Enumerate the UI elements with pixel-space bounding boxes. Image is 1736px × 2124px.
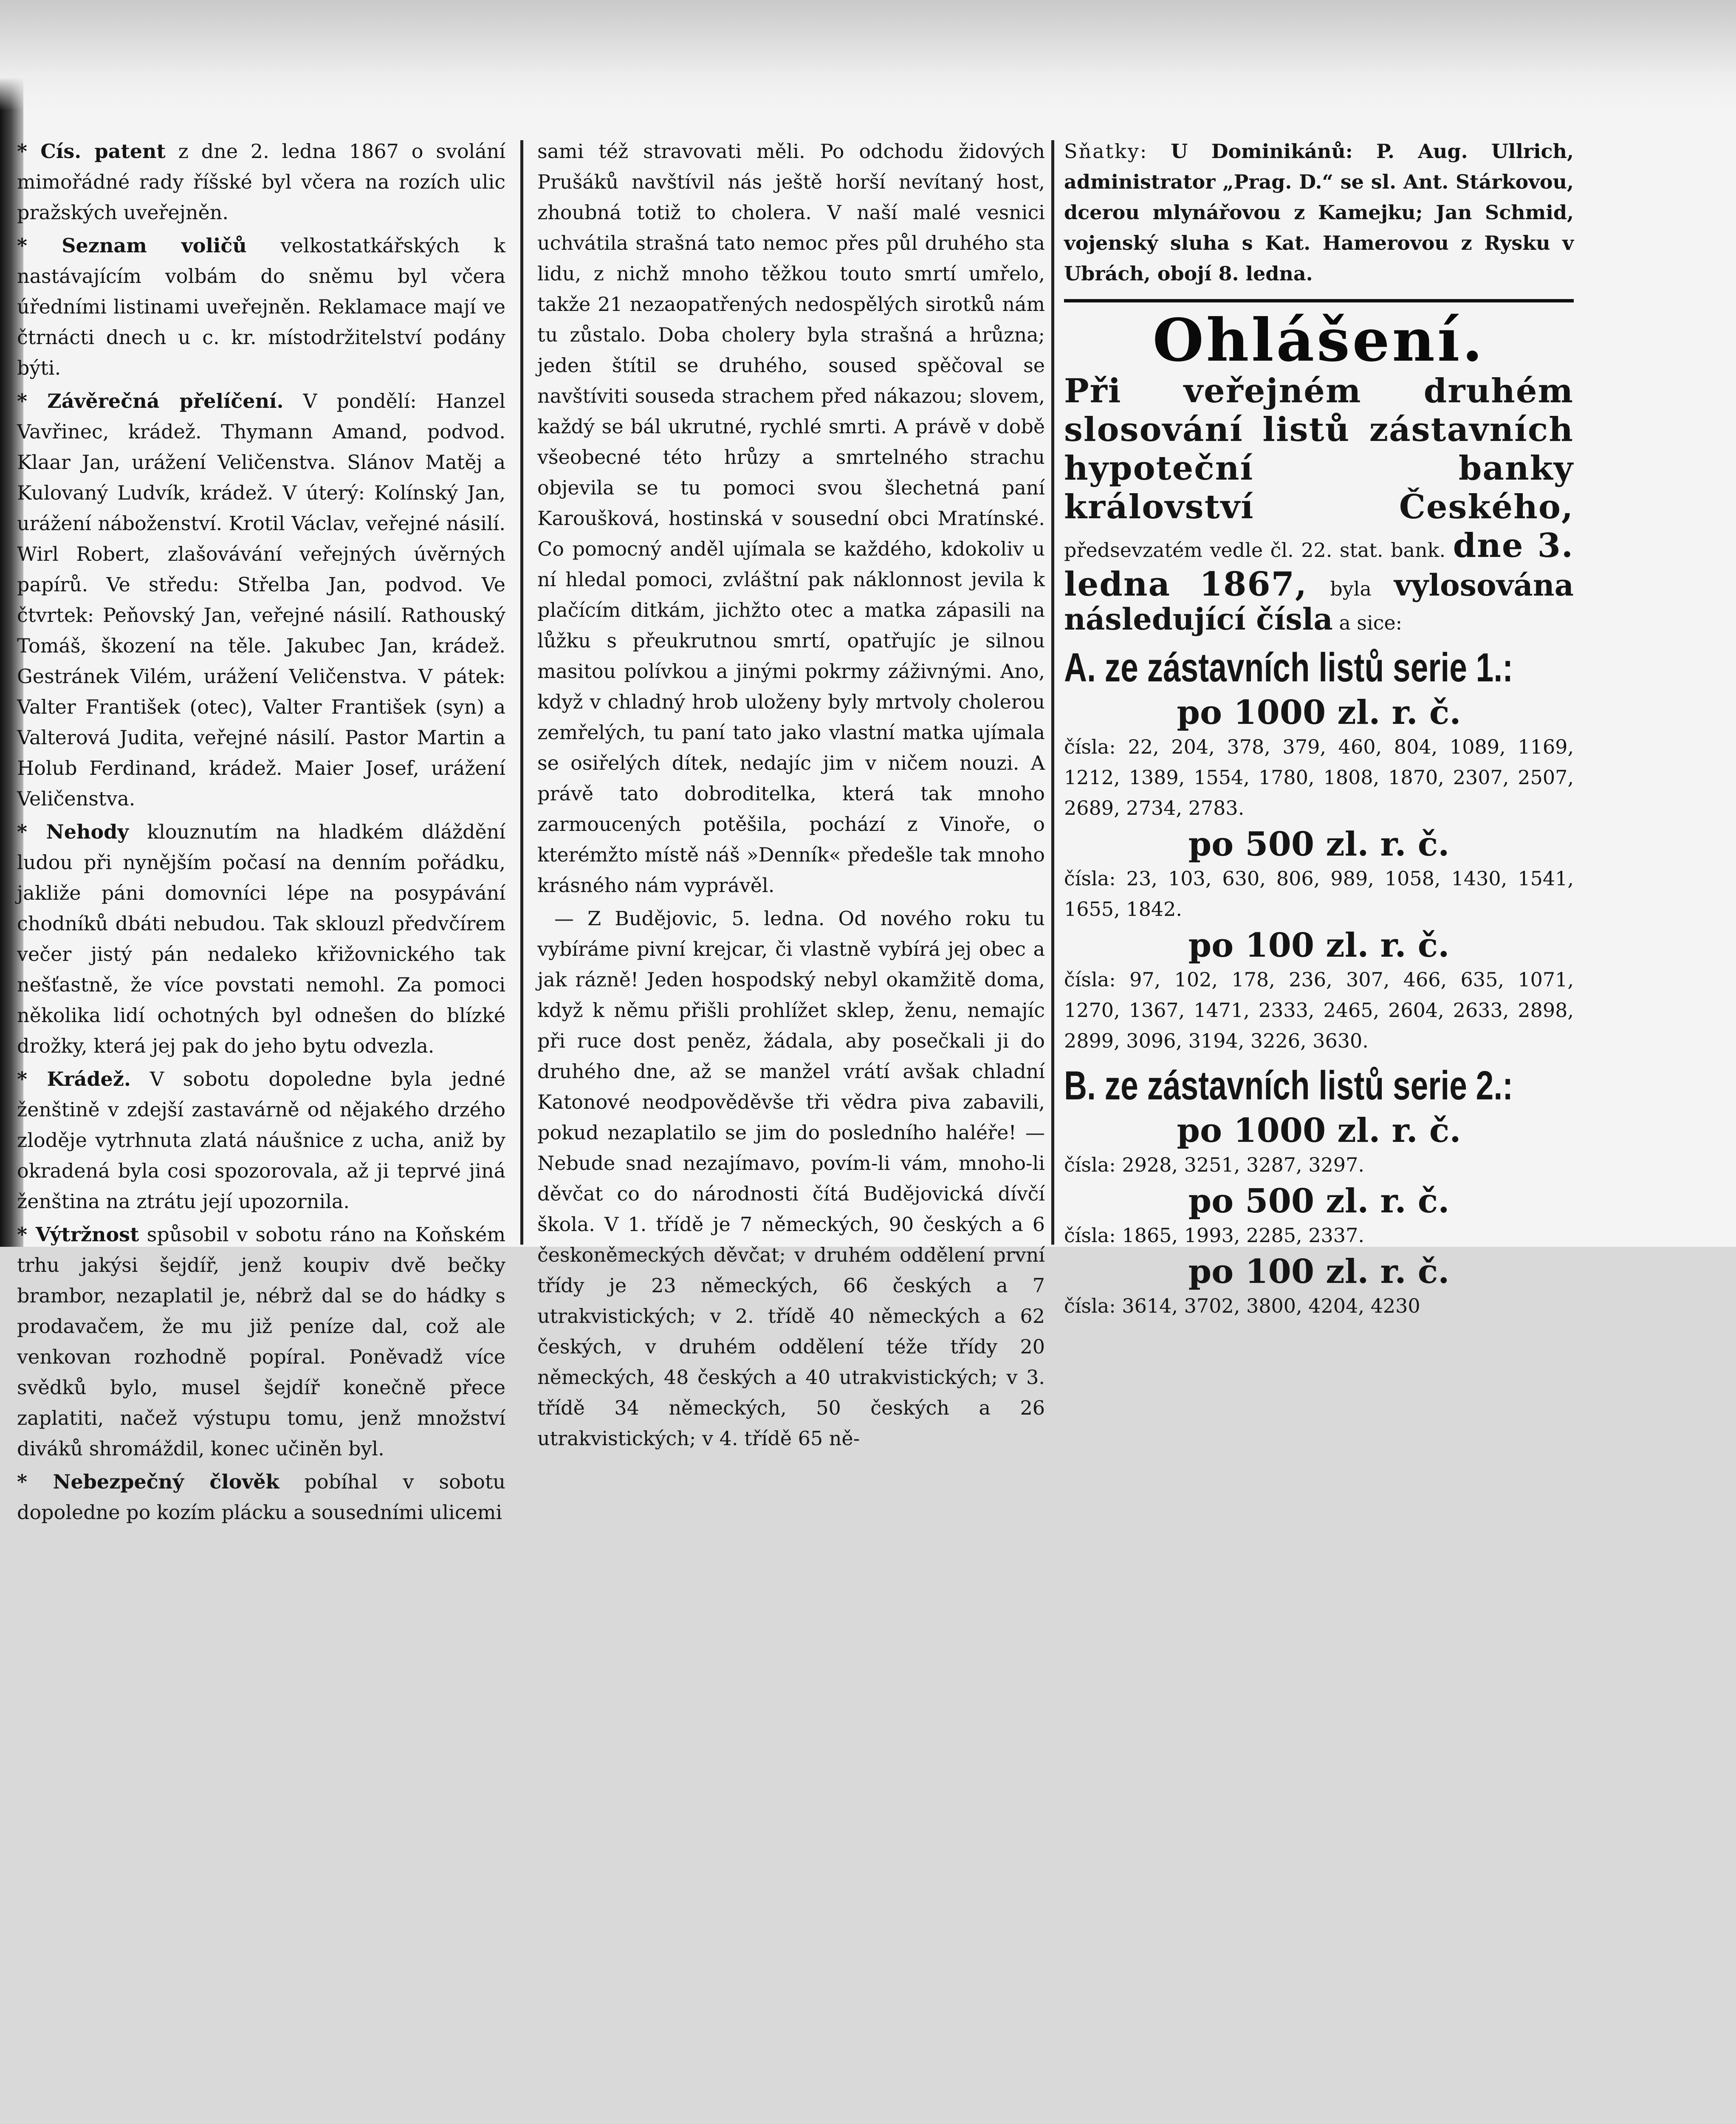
numbers: 22, 204, 378, 379, 460, 804, 1089, 1169, 1212, 1389, 1554, 1780, 1808, 1870, 2307, 2507, 2689, 2734, 2783. [1064,735,1574,819]
number-list [1064,732,1574,823]
drawn-pre: byla [1330,577,1372,600]
denomination-heading: po 500 zl. r. č. [1188,1182,1450,1220]
number-list [1064,1291,1574,1321]
denomination-heading: po 100 zl. r. č. [1188,926,1450,965]
number-list [1064,863,1574,924]
news-item [17,1219,505,1464]
number-list [1064,964,1574,1056]
numbers-label: čísla: [1064,1224,1116,1247]
numbers: 97, 102, 178, 236, 307, 466, 635, 1071, 1270, 1367, 1471, 2333, 2465, 2604, 2633, 2898, 2899, 3096, 3194, 3226, 3630. [1064,968,1574,1052]
announcement-intro [1064,372,1574,638]
news-item [17,136,505,228]
numbers: 23, 103, 630, 806, 989, 1058, 1430, 1541, 1655, 1842. [1064,867,1574,921]
announcement-title: Ohlášení. [1152,305,1485,375]
section-rule [1064,299,1574,302]
denomination-heading: po 100 zl. r. č. [1188,1252,1450,1291]
news-lead: * Nebezpečný člověk [17,1470,279,1493]
numbers: 2928, 3251, 3287, 3297. [1122,1153,1364,1176]
column-local-news [17,136,506,1524]
news-lead: * Seznam voličů [17,234,247,257]
series-title: B. ze zástavních listů serie 2.: [1064,1063,1513,1108]
scan-top-shadow [0,0,1736,110]
draw-date: dne 3. ledna 1867, [1064,526,1574,604]
news-lead: * Krádež. [17,1068,131,1090]
news-item [17,1064,505,1217]
column-divider [520,140,523,1245]
numbers-label: čísla: [1064,1153,1116,1176]
number-list [1064,1150,1574,1180]
series-title: A. ze zástavních listů serie 1.: [1064,645,1513,690]
news-text: Od nového roku tu vybíráme pivní krejcar, či vlastně vybírá jej obec a jak rázně! Jeden hospodský nebyl okamžitě doma, když k němu přišli prohlížet sklep, ženu, nemajíc při ruce dost peněz, žádala, aby posečkali ji do druhého dne, až se manžel vrátí avšak chladní Katonové neodpověděvše tři vědra piva zabavili, pokud nezaplatilo se jim do posledního haléře! — Nebude snad nezajímavo, povím-li vám, mnoho-li děvčat co do národnosti čítá Budějovická dívčí škola. V 1. třídě je 7 německých, 90 českých a 6 českoněmeckých děvčat; v druhém oddělení první třídy je 23 německých, 66 českých a 7 utrakvistických; v 2. třídě 40 německých a 62 českých, v druhém oddělení téže třídy 20 německých, 48 českých a 40 utrakvistických; v 3. třídě 34 německých, 50 českých a 26 utrakvistických; v 4. třídě 65 ně- [537,907,1045,1450]
news-item [17,816,505,1061]
news-text: V pondělí: Hanzel Vavřinec, krádež. Thymann Amand, podvod. Klaar Jan, urážení Veličenstva. Slánov Matěj a Kulovaný Ludvík, krádež. V úterý: Kolínský Jan, urážení náboženství. Krotil Václav, veřejné násilí. Wirl Robert, zlašovávání veřejných úvěrných papírů. Ve středu: Střelba Jan, podvod. Ve čtvrtek: Peňovský Jan, veřejné násilí. Rathouský Tomáš, škození na těle. Jakubec Jan, krádež. Gestránek Vilém, urážení Veličenstva. V pátek: Valter František (otec), Valter František (syn) a Valterová Judita, veřejné násilí. Pastor Martin a Holub Ferdinand, krádež. Maier Josef, urážení Veličenstva. [17,390,505,810]
news-item [537,136,1045,901]
numbers: 3614, 3702, 3800, 4204, 4230 [1122,1294,1420,1317]
column-correspondence [537,136,1045,1450]
denomination-heading: po 1000 zl. r. č. [1177,693,1461,732]
news-item [17,386,505,814]
denomination-heading: po 1000 zl. r. č. [1177,1111,1461,1150]
numbers-label: čísla: [1064,735,1116,758]
news-item [17,1466,505,1528]
news-lead: * Závěrečná přelíčení. [17,390,284,412]
news-lead: * Cís. patent [17,140,166,163]
drawn-numbers-heading: vylosována následující čísla [1064,568,1574,637]
numbers-label: čísla: [1064,867,1116,890]
numbers: 1865, 1993, 2285, 2337. [1122,1224,1364,1247]
column-announcements [1064,136,1574,1317]
news-item [17,230,505,383]
news-text: sami též stravovati měli. Po odchodu židových Prušáků navštívil nás ještě horší nevítaný host, zhoubná totiž to cholera. V naší malé vesnici uchvátila strašná tato nemoc přes půl druhého sta lidu, z nichž mnoho těžkou touto smrtí umřelo, takže 21 nezaopatřených nedospělých sirotků nám tu zůstalo. Doba cholery byla strašná a hrůzna; jeden štítil se druhého, soused spěčoval se navštíviti souseda strachem před nákazou; slovem, každý se bál ukrutné, rychlé smrti. A právě v době všeobecné této hrůzy a smrtelného strachu objevila se tu pomoci svou šlechetná paní Karoušková, hostinská v sousední obci Mratínské. Co pomocný anděl ujímala se každého, kdokoliv u ní hledal pomoci, zvláštní pak náklonnost jevila k plačícím ditkám, jichžto otec a matka zápasili na lůžku s přeukrutnou smrtí, opatřujíc je silnou masitou polívkou a jinými pokrmy záživnými. Ano, když v chladný hrob uloženy byly mrtvoly cholerou zemřelých, tu paní tato jako vlastní matka ujímala se osiřelých dítek, nedajíc jim v ničem nouzi. A právě tato dobroditelka, která tak mnoho zarmoucených potěšila, pochází z Vinoře, o kterémžto místě náš »Denník« předešle tak mnoho krásného nám vyprávěl. [537,140,1045,897]
numbers-label: čísla: [1064,968,1116,991]
news-text: spůsobil v sobotu ráno na Koňském trhu jakýsi šejdíř, jenž koupiv dvě bečky brambor, nezaplatil je, nébrž dal se do hádky s prodavačem, že mu již peníze dal, což ale venkovan rozhodně popíral. Poněvadž více svědků bylo, musel šejdíř konečně přece zaplatiti, načež výstupu tomu, jenž množství diváků shromáždil, konec učiněn byl. [17,1223,505,1460]
marriages-lead: Sňatky: [1064,140,1148,163]
news-text: pobíhal v sobotu dopoledne po kozím plácku a sousedními ulicemi [17,1470,505,1524]
news-lead: * Výtržnost [17,1223,139,1246]
denomination-heading: po 500 zl. r. č. [1188,825,1450,864]
news-text: z dne 2. ledna 1867 o svolání mimořádné rady říšské byl včera na rozích ulic pražských uveřejněn. [17,140,506,224]
marriages-notice [1064,136,1574,289]
column-divider [1051,140,1054,1245]
news-lead: — Z Budějovic, 5. ledna. [554,907,825,930]
marriages-text: U Dominikánů: P. Aug. Ullrich, administrator „Prag. D.“ se sl. Ant. Stárkovou, dcerou mlynářovou z Kamejku; Jan Schmid, vojenský sluha s Kat. Hamerovou z Rysku v Ubrách, obojí 8. ledna. [1064,140,1574,285]
number-list [1064,1220,1574,1251]
numbers-label: čísla: [1064,1294,1116,1317]
news-text: velkostatkářských k nastávajícím volbám do sněmu byl včera úředními listinami uveřejněn. Reklamace mají ve čtrnácti dnech u c. kr. místodržitelství podány býti. [17,234,505,379]
news-item [537,903,1045,1454]
news-text: klouznutím na hladkém dláždění ludou při nynějším počasí na denním pořádku, jakliže páni domovníci lépe na posypávání chodníků dbáti nebudou. Tak sklouzl předvčírem večer jistý pán nedaleko křižovnického tak nešťastně, že více povstati nemohl. Za pomoci několika lidí ochotných byl odnešen do blízké drožky, která jej pak do jeho bytu odvezla. [17,820,506,1057]
drawn-post: a sice: [1339,611,1403,634]
news-lead: * Nehody [17,820,129,843]
intro-text: předsevzatém vedle čl. 22. stat. bank. [1064,539,1446,562]
intro-heading: Při veřejném druhém slosování listů zástavních hypoteční banky království Českého, [1064,372,1574,526]
news-text: V sobotu dopoledne byla jedné ženštině v zdejší zastavárně od nějakého drzého zloděje vytrhnuta zlatá náušnice z ucha, aniž by okradená byla cosi spozorovala, až ji teprvé jiná ženština na ztrátu její upozornila. [17,1068,506,1213]
